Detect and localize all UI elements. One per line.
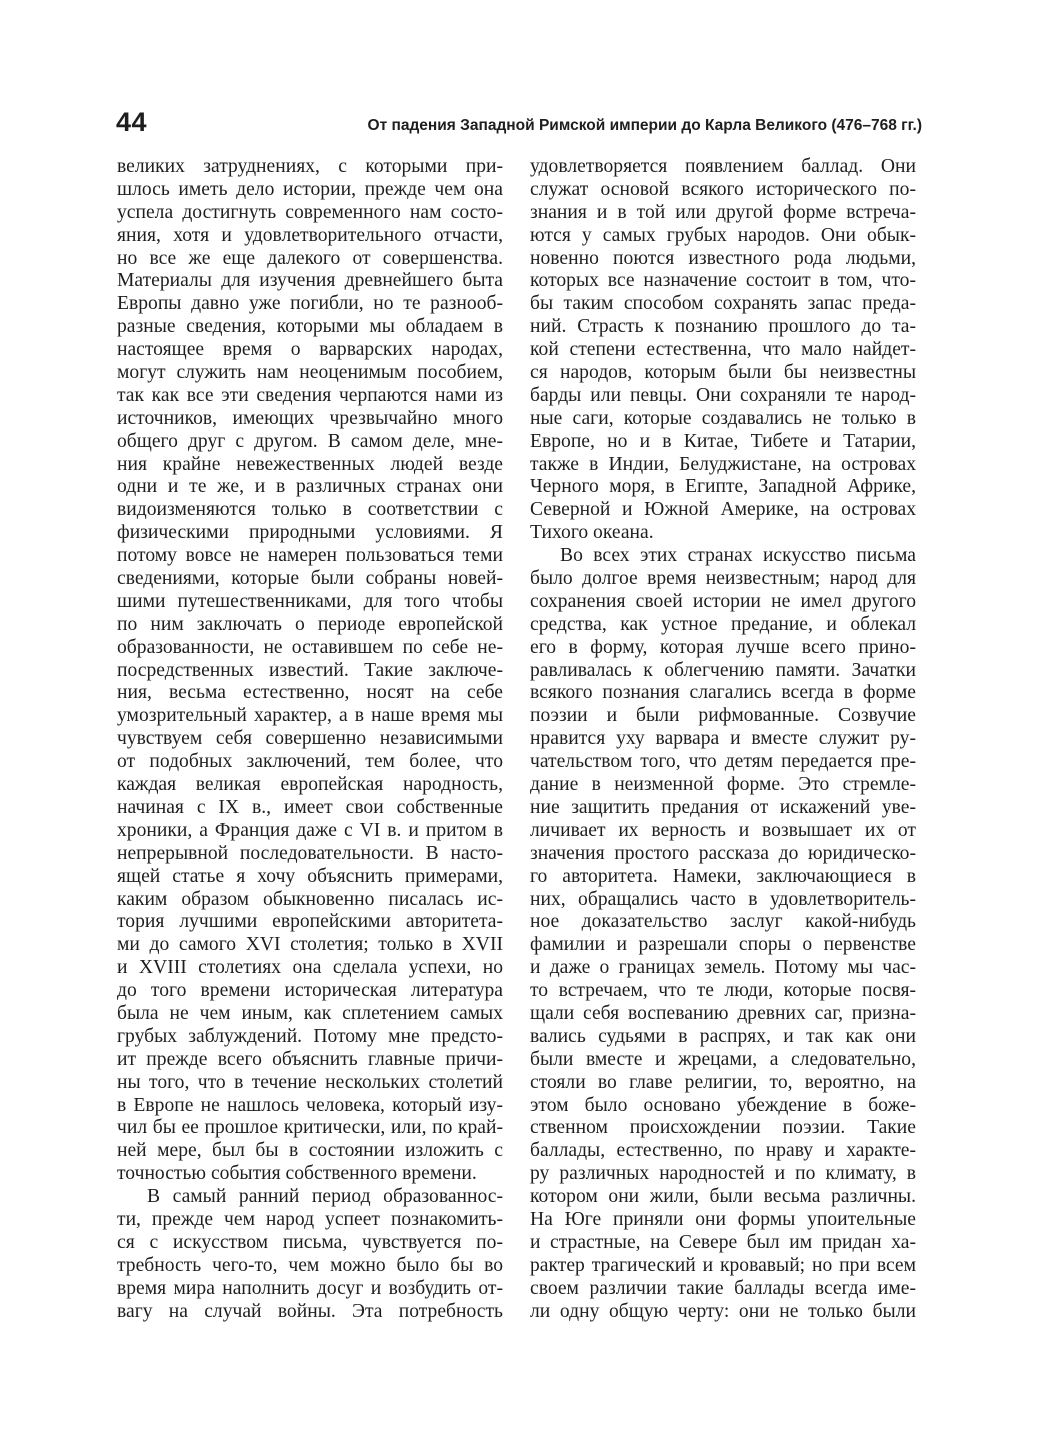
- text-line-content: значения простого рассказа до юридическо-: [530, 842, 916, 864]
- text-line-content: личивает их верность и возвышает их от: [530, 819, 916, 841]
- running-title: От падения Западной Римской империи до Карла Великого (476–768 гг.): [367, 117, 922, 134]
- text-line-content: ственном происхождении поэзии. Такие: [530, 1117, 916, 1139]
- text-line-content: успела достигнуть современного нам состо-: [117, 201, 503, 223]
- text-line: [530, 431, 916, 454]
- text-line-content: видоизменяются только в соответствии с: [117, 499, 503, 521]
- text-line: [117, 751, 503, 774]
- text-line-content: была не чем иным, как сплетением самых: [117, 1002, 503, 1024]
- text-line-content: и даже о границах земель. Потому мы час-: [530, 957, 916, 979]
- text-line-content: так как все эти сведения черпаются нами из: [117, 384, 503, 406]
- text-line: [530, 637, 916, 660]
- text-line: [530, 1140, 916, 1163]
- text-line-content: Европы давно уже погибли, но те разнооб-: [117, 293, 503, 315]
- text-line: [117, 797, 503, 820]
- text-line: [530, 385, 916, 408]
- text-line: [117, 179, 503, 202]
- text-line: [530, 568, 916, 591]
- text-line-content: шлось иметь дело истории, прежде чем она: [117, 178, 503, 200]
- text-line-content: источников, имеющих чрезвычайно много: [117, 407, 503, 429]
- text-line: [117, 889, 503, 912]
- text-line-content: от подобных заключений, тем более, что: [117, 751, 503, 773]
- text-line: [530, 202, 916, 225]
- text-line-content: ное доказательство заслуг какой-нибудь: [530, 911, 916, 933]
- text-line: [530, 1186, 916, 1209]
- text-line: [117, 270, 503, 293]
- text-line: [530, 774, 916, 797]
- text-line: [117, 1163, 503, 1186]
- text-line: [117, 339, 503, 362]
- text-line: [530, 911, 916, 934]
- text-line-content: умозрительный характер, а в наше время мы: [117, 705, 503, 727]
- text-line-content: Черного моря, в Египте, Западной Африке,: [530, 476, 916, 498]
- text-line: [530, 225, 916, 248]
- text-line-content: Европе, но и в Китае, Тибете и Татарии,: [530, 430, 916, 452]
- text-line: [117, 476, 503, 499]
- text-line: [530, 705, 916, 728]
- text-line: [117, 1255, 503, 1278]
- text-line-content: дание в неизменной форме. Это стремле-: [530, 774, 916, 796]
- text-line: [117, 225, 503, 248]
- text-line: [530, 591, 916, 614]
- text-line-content: этом было основано убеждение в боже-: [530, 1094, 916, 1116]
- text-line: [117, 316, 503, 339]
- text-line: [117, 728, 503, 751]
- text-line-content: великих затруднениях, с которыми при-: [117, 156, 503, 177]
- text-line-content: были вместе и жрецами, а следовательно,: [530, 1048, 916, 1070]
- text-line: [530, 980, 916, 1003]
- text-line-content: потому вовсе не намерен пользоваться теми: [117, 545, 503, 567]
- text-line: [117, 362, 503, 385]
- text-line: [530, 408, 916, 431]
- text-line-content: по ним заключать о периоде европейской: [117, 613, 503, 635]
- text-line: [117, 248, 503, 271]
- text-line: [530, 820, 916, 843]
- text-line: [530, 1095, 916, 1118]
- text-line-content: го авторитета. Намеки, заключающиеся в: [530, 865, 916, 887]
- text-line: [530, 476, 916, 499]
- text-line-content: знания и в той или другой форме встреча-: [530, 201, 916, 223]
- text-line: [530, 1301, 916, 1324]
- text-line: [117, 545, 503, 568]
- text-line: [117, 980, 503, 1003]
- text-line: [117, 1026, 503, 1049]
- text-line: [530, 522, 916, 545]
- text-line-content: ния, весьма естественно, носят на себе: [117, 682, 503, 704]
- text-line-content: ся народов, которым были бы неизвестны: [530, 362, 916, 384]
- text-line-content: вагу на случай войны. Эта потребность: [117, 1300, 503, 1322]
- text-line: [117, 591, 503, 614]
- text-line: [530, 1049, 916, 1072]
- text-line-content: поэзии и были рифмованные. Созвучие: [530, 705, 916, 727]
- text-line: [530, 362, 916, 385]
- text-line: [530, 1209, 916, 1232]
- text-line-content: ния крайне невежественных людей везде: [117, 453, 503, 475]
- text-line: [117, 911, 503, 934]
- text-line: [117, 568, 503, 591]
- text-line-content: новенно поются известного рода людьми,: [530, 247, 916, 269]
- text-line-content: каким образом обыкновенно писалась ис-: [117, 888, 503, 910]
- text-line: [530, 957, 916, 980]
- text-line: [117, 1117, 503, 1140]
- text-line: [117, 385, 503, 408]
- text-line-content: в Европе не нашлось человека, который изу-: [117, 1094, 503, 1116]
- text-line-content: ние защитить предания от искажений уве-: [530, 796, 916, 818]
- text-line-content: стояли во главе религии, то, вероятно, на: [530, 1071, 916, 1093]
- text-line: [117, 1003, 503, 1026]
- text-line-content: сохранения своей истории не имел другого: [530, 590, 916, 612]
- text-line-content: вались судьями в распрях, и так как они: [530, 1025, 916, 1047]
- text-line-content: также в Индии, Белуджистане, на островах: [530, 453, 916, 475]
- text-line-content: удовлетворяется появлением баллад. Они: [530, 156, 916, 177]
- text-line-content: Материалы для изучения древнейшего быта: [117, 270, 503, 292]
- text-line-content: ми до самого XVI столетия; только в XVII: [117, 934, 503, 956]
- text-line-content: точностью события собственного времени.: [117, 1163, 477, 1185]
- text-line: [530, 1163, 916, 1186]
- text-line-content: шими путешественниками, для того чтобы: [117, 590, 503, 612]
- text-line: [530, 1003, 916, 1026]
- text-line: [530, 1278, 916, 1301]
- text-line: [117, 454, 503, 477]
- text-line-content: ней мере, был бы в состоянии изложить с: [117, 1140, 503, 1162]
- text-line-content: которых все назначение состоит в том, что-: [530, 270, 916, 292]
- text-line: [530, 499, 916, 522]
- text-line-content: своем различии такие баллады всегда име-: [530, 1277, 916, 1299]
- text-line-content: яния, хотя и удовлетворительного отчасти,: [117, 224, 503, 246]
- text-line-content: ящей статье я хочу объяснить примерами,: [117, 865, 503, 887]
- text-line: [530, 545, 916, 568]
- text-line: [117, 614, 503, 637]
- text-line: [117, 202, 503, 225]
- text-line-content: непрерывной последовательности. В насто-: [117, 842, 503, 864]
- text-line: [117, 1072, 503, 1095]
- text-line: [530, 248, 916, 271]
- text-line-content: щали себя воспеванию древних саг, призна-: [530, 1002, 916, 1024]
- text-line-content: чил бы ее прошлое критически, или, по край-: [117, 1117, 503, 1139]
- text-line-content: грубых заблуждений. Потому мне предсто-: [117, 1025, 503, 1047]
- text-line-content: ит прежде всего объяснить главные причи-: [117, 1048, 503, 1070]
- text-line-content: Во всех этих странах искусство письма: [560, 545, 916, 567]
- text-line: [117, 934, 503, 957]
- text-line: [530, 728, 916, 751]
- text-line: [530, 889, 916, 912]
- text-line-content: хроники, а Франция даже с VI в. и притом в: [117, 819, 503, 841]
- text-line-content: и XVIII столетиях она сделала успехи, но: [117, 957, 503, 979]
- text-line: [117, 637, 503, 660]
- text-line: [117, 820, 503, 843]
- text-line: [117, 499, 503, 522]
- text-line: [530, 1232, 916, 1255]
- text-line-content: ний. Страсть к познанию прошлого до та-: [530, 316, 916, 338]
- text-line-content: На Юге приняли они формы упоительные: [530, 1208, 916, 1230]
- text-line-content: время мира наполнить досуг и возбудить от-: [117, 1277, 503, 1299]
- text-line: [530, 293, 916, 316]
- text-line: [117, 705, 503, 728]
- text-line: [530, 1255, 916, 1278]
- text-line-content: было долгое время неизвестным; народ для: [530, 568, 916, 590]
- text-line: [530, 454, 916, 477]
- text-line: [530, 179, 916, 202]
- text-line-content: фамилии и разрешали споры о первенстве: [530, 934, 916, 956]
- text-line-content: физическими природными условиями. Я: [117, 522, 503, 544]
- text-line: [117, 1186, 503, 1209]
- text-line: [530, 843, 916, 866]
- text-line-content: настоящее время о варварских народах,: [117, 339, 503, 361]
- text-line: [530, 751, 916, 774]
- text-line-content: Северной и Южной Америке, на островах: [530, 499, 916, 521]
- page-number: 44: [116, 107, 148, 137]
- text-line-content: образованности, не оставившем по себе не-: [117, 636, 503, 658]
- text-line-content: то встречаем, что те люди, которые посвя-: [530, 980, 916, 1002]
- text-line: [117, 957, 503, 980]
- text-line-content: но все же еще далекого от совершенства.: [117, 247, 503, 269]
- text-line-content: средства, как устное предание, и облекал: [530, 613, 916, 635]
- text-line-content: посредственных известий. Такие заключе-: [117, 659, 503, 681]
- text-line-content: ся с искусством письма, чувствуется по-: [117, 1231, 503, 1253]
- text-line-content: ются у самых грубых народов. Они обык-: [530, 224, 916, 246]
- text-line: [117, 1049, 503, 1072]
- text-line-content: ные саги, которые создавались не только в: [530, 407, 916, 429]
- text-line-content: них, обращались часто в удовлетворитель-: [530, 888, 916, 910]
- text-line: [117, 1209, 503, 1232]
- text-line-content: нравится уху варвара и вместе служит ру-: [530, 728, 916, 750]
- text-line-content: тория лучшими европейскими авторитета-: [117, 911, 503, 933]
- text-line: [117, 1301, 503, 1324]
- text-line-content: разные сведения, которыми мы обладаем в: [117, 316, 503, 338]
- text-line-content: ны того, что в течение нескольких столетий: [117, 1071, 503, 1093]
- text-line-content: сведениями, которые были собраны новей-: [117, 568, 503, 590]
- text-line: [117, 156, 503, 179]
- text-line: [117, 1278, 503, 1301]
- text-line: [530, 1072, 916, 1095]
- text-line: [530, 614, 916, 637]
- text-line: [117, 682, 503, 705]
- text-line-content: котором они жили, были весьма различны.: [530, 1186, 916, 1208]
- text-line: [117, 1232, 503, 1255]
- text-line-content: и страстные, на Севере был им придан ха-: [530, 1231, 916, 1253]
- text-line: [117, 774, 503, 797]
- text-line-content: барды или певцы. Они сохраняли те народ-: [530, 384, 916, 406]
- text-line-content: кой степени естественна, что мало найдет-: [530, 339, 916, 361]
- text-line-content: требность чего-то, чем можно было бы во: [117, 1254, 503, 1276]
- text-line: [530, 1026, 916, 1049]
- text-line-content: бы таким способом сохранять запас преда-: [530, 293, 916, 315]
- text-line-content: ти, прежде чем народ успеет познакомить-: [117, 1208, 503, 1230]
- text-line: [117, 1095, 503, 1118]
- text-line-content: начиная с IX в., имеет свои собственные: [117, 796, 503, 818]
- text-line-content: служат основой всякого исторического по-: [530, 178, 916, 200]
- text-line-content: баллады, естественно, по нраву и характе-: [530, 1140, 916, 1162]
- text-line: [117, 408, 503, 431]
- text-line: [117, 522, 503, 545]
- text-line-content: ру различных народностей и по климату, в: [530, 1163, 916, 1185]
- text-line-content: чувствуем себя совершенно независимыми: [117, 728, 503, 750]
- text-line-content: до того времени историческая литература: [117, 980, 503, 1002]
- text-line: [117, 866, 503, 889]
- text-line-content: равливалась к облегчению памяти. Зачатки: [530, 659, 916, 681]
- text-line: [530, 270, 916, 293]
- text-line: [530, 339, 916, 362]
- text-line-content: ли одну общую черту: они не только были: [530, 1300, 916, 1322]
- text-line: [530, 797, 916, 820]
- text-line: [530, 1117, 916, 1140]
- text-line: [530, 682, 916, 705]
- text-column-right: [530, 156, 916, 1323]
- text-line-content: В самый ранний период образованнос-: [147, 1186, 503, 1208]
- text-line: [117, 431, 503, 454]
- text-line-content: его в форму, которая лучше всего прино-: [530, 636, 916, 658]
- text-line: [117, 1140, 503, 1163]
- text-line: [117, 660, 503, 683]
- text-column-left: [117, 156, 503, 1323]
- text-line-content: всякого познания слагались всегда в форме: [530, 682, 916, 704]
- text-line: [530, 934, 916, 957]
- text-line-content: Тихого океана.: [530, 522, 654, 544]
- text-line-content: одни и те же, и в различных странах они: [117, 476, 503, 498]
- text-line-content: каждая великая европейская народность,: [117, 774, 503, 796]
- text-line: [117, 843, 503, 866]
- text-line: [117, 293, 503, 316]
- text-line: [530, 316, 916, 339]
- text-line: [530, 156, 916, 179]
- text-line-content: общего друг с другом. В самом деле, мне-: [117, 430, 503, 452]
- text-line-content: рактер трагический и кровавый; но при всем: [530, 1254, 916, 1276]
- text-line: [530, 866, 916, 889]
- text-line-content: могут служить нам неоценимым пособием,: [117, 362, 503, 384]
- text-line-content: чательством того, что детям передается пре-: [530, 751, 916, 773]
- page-header: [116, 105, 922, 145]
- text-line: [530, 660, 916, 683]
